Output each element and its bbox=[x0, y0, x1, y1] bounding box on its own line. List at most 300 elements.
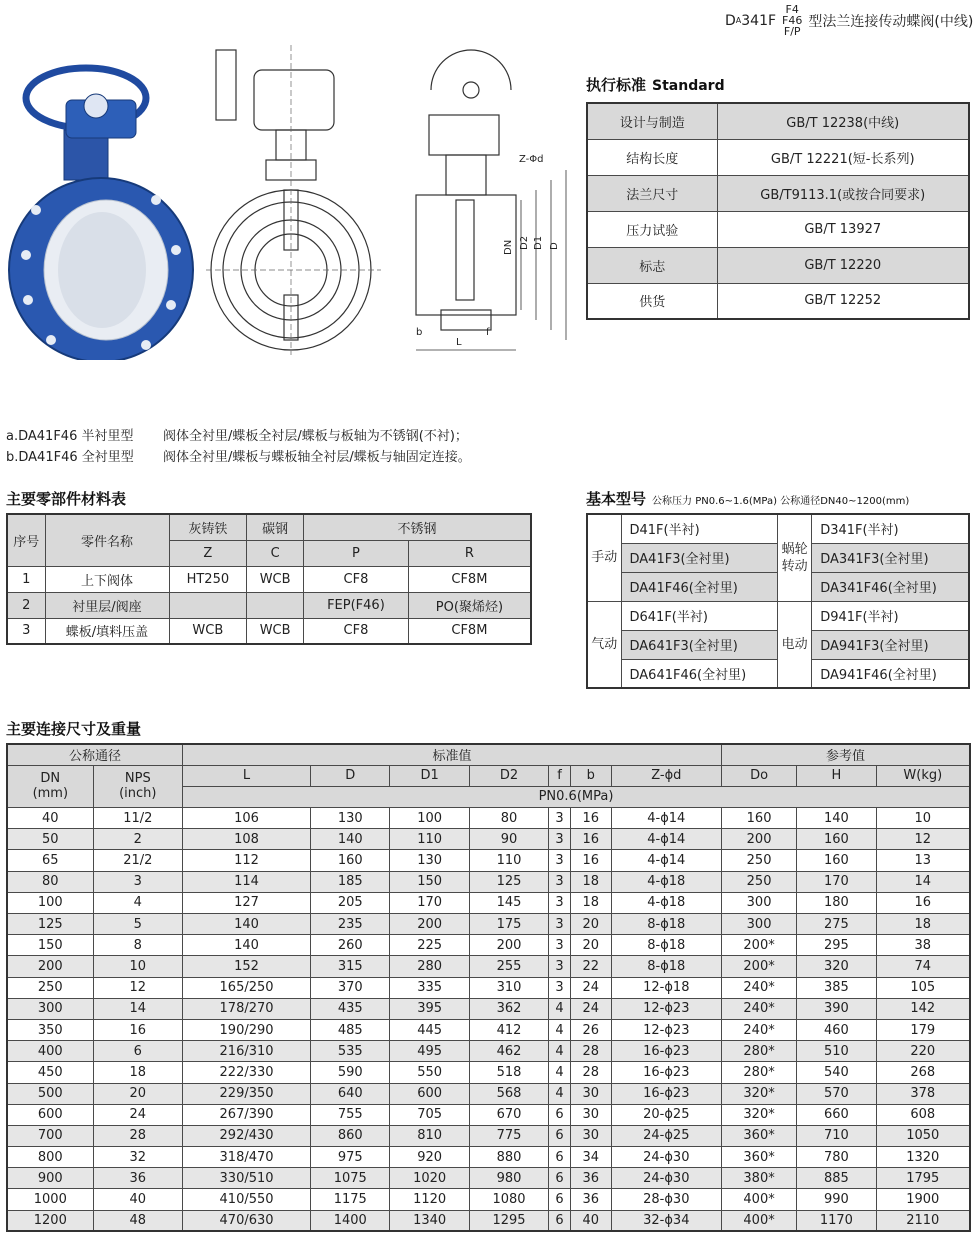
dimensions-row bbox=[7, 808, 970, 829]
dim-cell-d: 435 bbox=[311, 998, 390, 1019]
dim-cell-d: 1075 bbox=[311, 1168, 390, 1189]
dim-cell-h: 990 bbox=[797, 1189, 876, 1210]
types-heading-text: 基本型号 bbox=[586, 490, 647, 508]
col-nps-unit: (inch) bbox=[119, 786, 157, 802]
standard-value: GB/T 13927 bbox=[717, 211, 969, 247]
materials-row bbox=[7, 618, 531, 644]
dim-cell-d: 370 bbox=[311, 977, 390, 998]
materials-cell-z: HT250 bbox=[169, 566, 247, 592]
dimensions-row bbox=[7, 998, 970, 1019]
dim-cell-dn: 150 bbox=[7, 935, 93, 956]
col-d1: D1 bbox=[390, 765, 469, 786]
dim-cell-zd: 8-ϕ18 bbox=[611, 956, 721, 977]
dimensions-row bbox=[7, 1125, 970, 1146]
model-variants bbox=[782, 4, 802, 37]
dim-cell-l: 410/550 bbox=[183, 1189, 311, 1210]
dim-cell-zd: 16-ϕ23 bbox=[611, 1041, 721, 1062]
dim-cell-b: 18 bbox=[570, 892, 611, 913]
materials-cell-p: FEP(F46) bbox=[304, 592, 409, 618]
col-cast-iron: 灰铸铁 bbox=[169, 514, 247, 540]
materials-cell-seq: 2 bbox=[7, 592, 45, 618]
dim-cell-d2: 200 bbox=[469, 935, 548, 956]
dimensions-row bbox=[7, 1062, 970, 1083]
dim-cell-d1: 445 bbox=[390, 1019, 469, 1040]
dim-cell-d: 315 bbox=[311, 956, 390, 977]
type-cell: D941F(半衬) bbox=[812, 601, 969, 630]
note-a bbox=[6, 426, 471, 447]
dim-cell-h: 160 bbox=[797, 829, 876, 850]
dim-cell-f: 4 bbox=[549, 1019, 571, 1040]
dim-cell-dn: 40 bbox=[7, 808, 93, 829]
dim-cell-w: 2110 bbox=[876, 1210, 970, 1231]
dim-cell-h: 170 bbox=[797, 871, 876, 892]
type-cell: DA941F46(全衬里) bbox=[812, 659, 969, 688]
dim-cell-b: 24 bbox=[570, 998, 611, 1019]
materials-row bbox=[7, 592, 531, 618]
col-reference: 参考值 bbox=[721, 744, 970, 765]
dim-cell-l: 165/250 bbox=[183, 977, 311, 998]
col-r: R bbox=[408, 540, 531, 566]
type-cell: DA341F46(全衬里) bbox=[812, 572, 969, 601]
standard-value: GB/T 12221(短-长系列) bbox=[717, 139, 969, 175]
dim-cell-dn: 600 bbox=[7, 1104, 93, 1125]
types-heading bbox=[586, 488, 909, 509]
materials-cell-p: CF8 bbox=[304, 618, 409, 644]
dim-cell-w: 1900 bbox=[876, 1189, 970, 1210]
dim-cell-do: 200 bbox=[721, 829, 796, 850]
dim-cell-d2: 125 bbox=[469, 871, 548, 892]
type-cell: DA41F46(全衬里) bbox=[621, 572, 778, 601]
dim-cell-h: 710 bbox=[797, 1125, 876, 1146]
type-cell: DA341F3(全衬里) bbox=[812, 543, 969, 572]
dim-cell-dn: 350 bbox=[7, 1019, 93, 1040]
dim-cell-l: 292/430 bbox=[183, 1125, 311, 1146]
standard-row bbox=[587, 103, 969, 139]
dim-cell-w: 16 bbox=[876, 892, 970, 913]
dim-cell-h: 885 bbox=[797, 1168, 876, 1189]
dim-cell-d: 535 bbox=[311, 1041, 390, 1062]
group-manual-label: 手动 bbox=[587, 514, 621, 601]
materials-cell-seq: 1 bbox=[7, 566, 45, 592]
dim-cell-f: 6 bbox=[549, 1104, 571, 1125]
col-do: Do bbox=[721, 765, 796, 786]
dim-cell-h: 385 bbox=[797, 977, 876, 998]
standard-heading-cn: 执行标准 bbox=[586, 76, 647, 94]
dim-cell-d2: 145 bbox=[469, 892, 548, 913]
dim-cell-dn: 300 bbox=[7, 998, 93, 1019]
dimensions-row bbox=[7, 1019, 970, 1040]
dim-cell-d2: 1295 bbox=[469, 1210, 548, 1231]
dim-cell-nps: 16 bbox=[93, 1019, 182, 1040]
dim-cell-zd: 24-ϕ25 bbox=[611, 1125, 721, 1146]
dim-cell-d1: 280 bbox=[390, 956, 469, 977]
dim-cell-zd: 12-ϕ23 bbox=[611, 1019, 721, 1040]
dim-cell-b: 36 bbox=[570, 1189, 611, 1210]
dim-cell-do: 250 bbox=[721, 871, 796, 892]
dim-cell-b: 18 bbox=[570, 871, 611, 892]
dim-cell-d: 160 bbox=[311, 850, 390, 871]
materials-cell-r: CF8M bbox=[408, 566, 531, 592]
dim-cell-nps: 6 bbox=[93, 1041, 182, 1062]
product-name: 型法兰连接传动蝶阀(中线) bbox=[808, 13, 974, 30]
dim-cell-dn: 400 bbox=[7, 1041, 93, 1062]
dim-cell-h: 460 bbox=[797, 1019, 876, 1040]
dim-cell-d: 590 bbox=[311, 1062, 390, 1083]
dim-cell-l: 470/630 bbox=[183, 1210, 311, 1231]
standard-key: 结构长度 bbox=[587, 139, 717, 175]
dim-cell-h: 1170 bbox=[797, 1210, 876, 1231]
dim-cell-zd: 12-ϕ18 bbox=[611, 977, 721, 998]
dim-cell-do: 400* bbox=[721, 1189, 796, 1210]
col-dn-unit: (mm) bbox=[32, 786, 69, 802]
materials-cell-z bbox=[169, 592, 247, 618]
dim-cell-h: 540 bbox=[797, 1062, 876, 1083]
dim-cell-d: 1175 bbox=[311, 1189, 390, 1210]
dim-cell-d: 755 bbox=[311, 1104, 390, 1125]
dim-cell-dn: 900 bbox=[7, 1168, 93, 1189]
dim-cell-f: 3 bbox=[549, 871, 571, 892]
front-view-drawing bbox=[206, 40, 386, 360]
dim-cell-dn: 700 bbox=[7, 1125, 93, 1146]
dim-cell-d1: 200 bbox=[390, 914, 469, 935]
dim-cell-do: 240* bbox=[721, 977, 796, 998]
standard-row bbox=[587, 211, 969, 247]
materials-cell-z: WCB bbox=[169, 618, 247, 644]
standard-key: 标志 bbox=[587, 247, 717, 283]
materials-cell-r: PO(聚烯烃) bbox=[408, 592, 531, 618]
dimensions-row bbox=[7, 914, 970, 935]
dim-cell-h: 570 bbox=[797, 1083, 876, 1104]
dim-cell-b: 30 bbox=[570, 1083, 611, 1104]
col-standard: 标准值 bbox=[183, 744, 722, 765]
dim-cell-d2: 775 bbox=[469, 1125, 548, 1146]
dim-cell-nps: 21/2 bbox=[93, 850, 182, 871]
dim-cell-f: 4 bbox=[549, 1083, 571, 1104]
col-dn-label: DN bbox=[40, 771, 61, 787]
dim-cell-d2: 518 bbox=[469, 1062, 548, 1083]
standard-value: GB/T 12220 bbox=[717, 247, 969, 283]
dim-cell-h: 780 bbox=[797, 1147, 876, 1168]
dim-cell-w: 220 bbox=[876, 1041, 970, 1062]
dim-cell-d2: 1080 bbox=[469, 1189, 548, 1210]
variant-top: F4 bbox=[785, 3, 799, 16]
dim-cell-d: 140 bbox=[311, 829, 390, 850]
dim-cell-d2: 670 bbox=[469, 1104, 548, 1125]
dim-cell-w: 179 bbox=[876, 1019, 970, 1040]
dimensions-table-body bbox=[7, 808, 970, 1232]
dim-cell-nps: 2 bbox=[93, 829, 182, 850]
dim-cell-d2: 110 bbox=[469, 850, 548, 871]
dim-cell-l: 140 bbox=[183, 914, 311, 935]
col-h: H bbox=[797, 765, 876, 786]
dim-cell-d: 1400 bbox=[311, 1210, 390, 1231]
model-main: 341F bbox=[741, 12, 777, 29]
dim-cell-b: 36 bbox=[570, 1168, 611, 1189]
dim-cell-dn: 1000 bbox=[7, 1189, 93, 1210]
standard-value: GB/T9113.1(或按合同要求) bbox=[717, 175, 969, 211]
col-z: Z bbox=[169, 540, 247, 566]
type-cell: D41F(半衬) bbox=[621, 514, 778, 543]
dimensions-row bbox=[7, 871, 970, 892]
label-d2: D2 bbox=[519, 235, 530, 250]
valve-drawings bbox=[6, 40, 576, 360]
type-cell: D341F(半衬) bbox=[812, 514, 969, 543]
label-l: L bbox=[456, 337, 462, 348]
dim-cell-w: 1795 bbox=[876, 1168, 970, 1189]
standard-key: 压力试验 bbox=[587, 211, 717, 247]
dim-cell-d1: 550 bbox=[390, 1062, 469, 1083]
dim-cell-l: 152 bbox=[183, 956, 311, 977]
materials-heading: 主要零部件材料表 bbox=[6, 490, 127, 508]
dim-cell-d: 485 bbox=[311, 1019, 390, 1040]
note-b-text: 阀体全衬里/蝶板与蝶板轴全衬层/蝶板与轴固定连接。 bbox=[163, 450, 471, 465]
dim-cell-zd: 8-ϕ18 bbox=[611, 935, 721, 956]
dim-cell-d2: 568 bbox=[469, 1083, 548, 1104]
dim-cell-nps: 4 bbox=[93, 892, 182, 913]
dimensions-row bbox=[7, 829, 970, 850]
dimensions-row bbox=[7, 850, 970, 871]
label-f: f bbox=[486, 327, 490, 338]
materials-table-body bbox=[7, 566, 531, 644]
dim-cell-w: 10 bbox=[876, 808, 970, 829]
dim-cell-nps: 20 bbox=[93, 1083, 182, 1104]
dim-cell-zd: 20-ϕ25 bbox=[611, 1104, 721, 1125]
dim-cell-do: 240* bbox=[721, 1019, 796, 1040]
standard-value: GB/T 12252 bbox=[717, 283, 969, 319]
dim-cell-w: 13 bbox=[876, 850, 970, 871]
dim-cell-do: 250 bbox=[721, 850, 796, 871]
dim-cell-d2: 80 bbox=[469, 808, 548, 829]
model-code bbox=[725, 13, 776, 29]
standard-key: 设计与制造 bbox=[587, 103, 717, 139]
dimensions-table bbox=[6, 743, 971, 1232]
dim-cell-d: 860 bbox=[311, 1125, 390, 1146]
dim-cell-w: 142 bbox=[876, 998, 970, 1019]
dim-cell-w: 38 bbox=[876, 935, 970, 956]
dim-cell-nps: 5 bbox=[93, 914, 182, 935]
dim-cell-l: 112 bbox=[183, 850, 311, 871]
dim-cell-d1: 1020 bbox=[390, 1168, 469, 1189]
dim-cell-d2: 255 bbox=[469, 956, 548, 977]
dim-cell-l: 229/350 bbox=[183, 1083, 311, 1104]
dim-cell-h: 510 bbox=[797, 1041, 876, 1062]
group-pneumatic-label: 气动 bbox=[587, 601, 621, 688]
materials-row bbox=[7, 566, 531, 592]
dim-cell-f: 6 bbox=[549, 1147, 571, 1168]
dim-cell-dn: 450 bbox=[7, 1062, 93, 1083]
standard-key: 供货 bbox=[587, 283, 717, 319]
dim-cell-d2: 362 bbox=[469, 998, 548, 1019]
dim-cell-nps: 18 bbox=[93, 1062, 182, 1083]
dim-cell-d: 975 bbox=[311, 1147, 390, 1168]
note-a-label: a.DA41F46 半衬里型 bbox=[6, 429, 134, 444]
dim-cell-l: 222/330 bbox=[183, 1062, 311, 1083]
dim-cell-d: 235 bbox=[311, 914, 390, 935]
dim-cell-b: 26 bbox=[570, 1019, 611, 1040]
dim-cell-b: 28 bbox=[570, 1041, 611, 1062]
dim-cell-l: 318/470 bbox=[183, 1147, 311, 1168]
dim-cell-do: 400* bbox=[721, 1210, 796, 1231]
dim-cell-h: 390 bbox=[797, 998, 876, 1019]
dim-cell-do: 200* bbox=[721, 956, 796, 977]
dim-cell-nps: 11/2 bbox=[93, 808, 182, 829]
dim-cell-zd: 4-ϕ14 bbox=[611, 829, 721, 850]
dim-cell-h: 320 bbox=[797, 956, 876, 977]
model-sub: A bbox=[735, 16, 742, 25]
label-d1: D1 bbox=[533, 235, 544, 250]
col-zd: Z-ϕd bbox=[611, 765, 721, 786]
standard-table-body bbox=[587, 103, 969, 319]
dim-cell-d1: 225 bbox=[390, 935, 469, 956]
dim-cell-f: 3 bbox=[549, 892, 571, 913]
dim-cell-b: 16 bbox=[570, 829, 611, 850]
dim-cell-b: 34 bbox=[570, 1147, 611, 1168]
dim-cell-h: 180 bbox=[797, 892, 876, 913]
dim-cell-w: 14 bbox=[876, 871, 970, 892]
dim-cell-f: 4 bbox=[549, 1041, 571, 1062]
dim-cell-nps: 12 bbox=[93, 977, 182, 998]
dim-cell-nps: 48 bbox=[93, 1210, 182, 1231]
dim-cell-dn: 80 bbox=[7, 871, 93, 892]
dim-cell-nps: 28 bbox=[93, 1125, 182, 1146]
dim-cell-zd: 16-ϕ23 bbox=[611, 1083, 721, 1104]
dim-cell-zd: 28-ϕ30 bbox=[611, 1189, 721, 1210]
type-cell: DA641F46(全衬里) bbox=[621, 659, 778, 688]
types-table bbox=[586, 513, 970, 689]
dim-cell-l: 190/290 bbox=[183, 1019, 311, 1040]
col-seq: 序号 bbox=[7, 514, 45, 566]
col-l: L bbox=[183, 765, 311, 786]
col-d2: D2 bbox=[469, 765, 548, 786]
materials-cell-c bbox=[247, 592, 304, 618]
dim-cell-do: 360* bbox=[721, 1147, 796, 1168]
dim-cell-zd: 4-ϕ18 bbox=[611, 871, 721, 892]
dimensions-row bbox=[7, 892, 970, 913]
dim-cell-w: 1050 bbox=[876, 1125, 970, 1146]
dim-cell-nps: 3 bbox=[93, 871, 182, 892]
dim-cell-do: 320* bbox=[721, 1083, 796, 1104]
materials-cell-seq: 3 bbox=[7, 618, 45, 644]
dim-cell-do: 200* bbox=[721, 935, 796, 956]
materials-table bbox=[6, 513, 532, 645]
dim-cell-zd: 8-ϕ18 bbox=[611, 914, 721, 935]
dim-cell-h: 295 bbox=[797, 935, 876, 956]
dim-cell-dn: 200 bbox=[7, 956, 93, 977]
dim-cell-nps: 40 bbox=[93, 1189, 182, 1210]
dim-cell-zd: 4-ϕ18 bbox=[611, 892, 721, 913]
dim-cell-d: 185 bbox=[311, 871, 390, 892]
valve-photo bbox=[6, 60, 196, 360]
dimensions-row bbox=[7, 1210, 970, 1231]
dim-cell-d1: 600 bbox=[390, 1083, 469, 1104]
dim-cell-nps: 32 bbox=[93, 1147, 182, 1168]
col-p: P bbox=[304, 540, 409, 566]
model-prefix: D bbox=[725, 12, 736, 29]
dim-cell-do: 280* bbox=[721, 1062, 796, 1083]
dim-cell-l: 330/510 bbox=[183, 1168, 311, 1189]
type-cell: DA941F3(全衬里) bbox=[812, 630, 969, 659]
standard-table bbox=[586, 102, 970, 320]
dim-cell-d1: 150 bbox=[390, 871, 469, 892]
type-cell: DA41F3(全衬里) bbox=[621, 543, 778, 572]
group-electric-label: 电动 bbox=[778, 601, 812, 688]
materials-cell-r: CF8M bbox=[408, 618, 531, 644]
materials-cell-c: WCB bbox=[247, 566, 304, 592]
standard-row bbox=[587, 175, 969, 211]
types-note: 公称压力 PN0.6~1.6(MPa) 公称通径DN40~1200(mm) bbox=[652, 496, 910, 507]
dim-cell-l: 106 bbox=[183, 808, 311, 829]
col-d: D bbox=[311, 765, 390, 786]
dim-cell-f: 3 bbox=[549, 829, 571, 850]
dim-cell-l: 108 bbox=[183, 829, 311, 850]
dim-cell-f: 3 bbox=[549, 808, 571, 829]
standard-row bbox=[587, 283, 969, 319]
dim-cell-l: 140 bbox=[183, 935, 311, 956]
dim-cell-w: 18 bbox=[876, 914, 970, 935]
dim-cell-d1: 495 bbox=[390, 1041, 469, 1062]
dim-cell-d: 260 bbox=[311, 935, 390, 956]
col-f: f bbox=[549, 765, 571, 786]
label-b: b bbox=[416, 327, 423, 338]
dim-cell-f: 3 bbox=[549, 977, 571, 998]
col-w: W(kg) bbox=[876, 765, 970, 786]
dim-cell-d1: 335 bbox=[390, 977, 469, 998]
dim-cell-zd: 16-ϕ23 bbox=[611, 1062, 721, 1083]
type-cell: D641F(半衬) bbox=[621, 601, 778, 630]
dim-cell-d2: 980 bbox=[469, 1168, 548, 1189]
dim-cell-w: 378 bbox=[876, 1083, 970, 1104]
dim-cell-f: 3 bbox=[549, 935, 571, 956]
dim-cell-b: 16 bbox=[570, 850, 611, 871]
dim-cell-f: 6 bbox=[549, 1189, 571, 1210]
dim-cell-nps: 8 bbox=[93, 935, 182, 956]
note-a-text: 阀体全衬里/蝶板全衬层/蝶板与板轴为不锈钢(不衬)； bbox=[163, 429, 468, 444]
note-b bbox=[6, 447, 471, 468]
dim-cell-dn: 125 bbox=[7, 914, 93, 935]
lining-notes bbox=[6, 426, 471, 468]
dimensions-row bbox=[7, 977, 970, 998]
dim-cell-w: 12 bbox=[876, 829, 970, 850]
dim-cell-w: 268 bbox=[876, 1062, 970, 1083]
dim-cell-b: 22 bbox=[570, 956, 611, 977]
col-part-name: 零件名称 bbox=[45, 514, 169, 566]
dim-cell-l: 216/310 bbox=[183, 1041, 311, 1062]
materials-cell-name: 蝶板/填料压盖 bbox=[45, 618, 169, 644]
col-b: b bbox=[570, 765, 611, 786]
dim-cell-do: 240* bbox=[721, 998, 796, 1019]
dimensions-row bbox=[7, 1168, 970, 1189]
dim-cell-d2: 462 bbox=[469, 1041, 548, 1062]
page-title bbox=[725, 4, 973, 37]
dim-cell-d1: 170 bbox=[390, 892, 469, 913]
dim-cell-d: 130 bbox=[311, 808, 390, 829]
dim-cell-d1: 810 bbox=[390, 1125, 469, 1146]
dim-cell-zd: 24-ϕ30 bbox=[611, 1168, 721, 1189]
dim-cell-d2: 90 bbox=[469, 829, 548, 850]
materials-cell-c: WCB bbox=[247, 618, 304, 644]
label-dn: DN bbox=[503, 239, 514, 255]
dim-cell-nps: 14 bbox=[93, 998, 182, 1019]
variant-bottom: F/P bbox=[783, 25, 801, 38]
dim-cell-b: 30 bbox=[570, 1125, 611, 1146]
col-dn bbox=[7, 765, 93, 807]
dim-cell-b: 16 bbox=[570, 808, 611, 829]
dim-cell-d: 640 bbox=[311, 1083, 390, 1104]
standard-row bbox=[587, 139, 969, 175]
dim-cell-f: 6 bbox=[549, 1125, 571, 1146]
dimensions-heading: 主要连接尺寸及重量 bbox=[6, 720, 142, 738]
note-b-label: b.DA41F46 全衬里型 bbox=[6, 450, 134, 465]
